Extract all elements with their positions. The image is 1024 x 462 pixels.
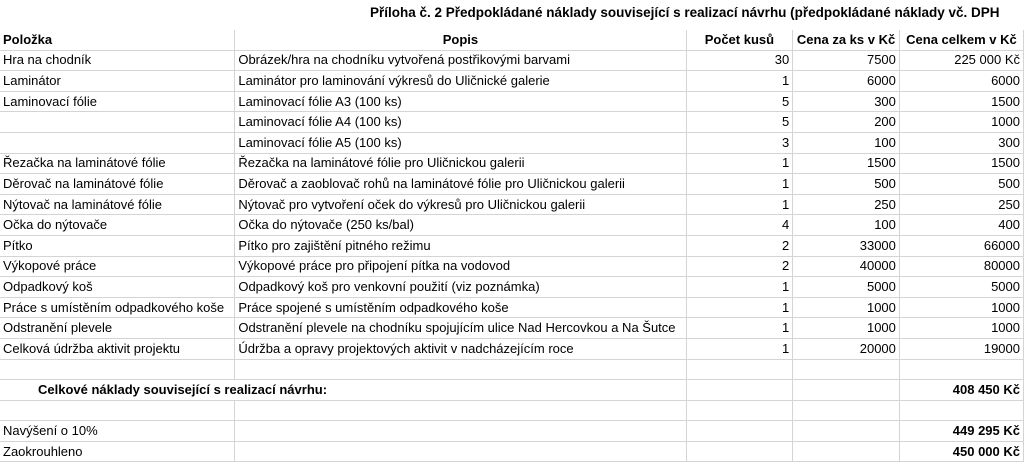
cell-polozka[interactable]: Práce s umístěním odpadkového koše	[0, 297, 235, 318]
total-row	[0, 380, 1024, 401]
cell-popis[interactable]: Děrovač a zaoblovač rohů na laminátové fólie pro Uličnickou galerii	[235, 174, 686, 195]
empty-cell[interactable]	[686, 400, 793, 421]
cell-popis[interactable]: Laminovací fólie A3 (100 ks)	[235, 91, 686, 112]
cell-cena-celkem[interactable]: 400	[899, 215, 1023, 236]
cell-popis[interactable]: Laminovací fólie A5 (100 ks)	[235, 132, 686, 153]
empty-cell[interactable]	[686, 359, 793, 380]
cell-cena-celkem[interactable]: 19000	[899, 338, 1023, 359]
cell-cena-celkem[interactable]: 1500	[899, 153, 1023, 174]
empty-cell[interactable]	[235, 359, 686, 380]
cell-polozka[interactable]: Nýtovač na laminátové fólie	[0, 194, 235, 215]
cell-pocet[interactable]: 1	[686, 153, 793, 174]
empty-cell[interactable]	[235, 421, 686, 442]
cell-popis[interactable]: Údržba a opravy projektových aktivit v nadcházejícím roce	[235, 338, 686, 359]
cell-cena-ks[interactable]: 1000	[793, 318, 900, 339]
table-row	[0, 194, 1024, 215]
cell-cena-ks[interactable]: 33000	[793, 235, 900, 256]
cell-pocet[interactable]: 1	[686, 194, 793, 215]
table-row	[0, 91, 1024, 112]
rounded-row	[0, 441, 1024, 462]
cell-cena-celkem[interactable]: 250	[899, 194, 1023, 215]
cell-polozka[interactable]: Řezačka na laminátové fólie	[0, 153, 235, 174]
table-row	[0, 297, 1024, 318]
cell-cena-celkem[interactable]: 1500	[899, 91, 1023, 112]
cell-popis[interactable]: Laminátor pro laminování výkresů do Uličnické galerie	[235, 71, 686, 92]
table-row	[0, 174, 1024, 195]
increase-label[interactable]: Navýšení o 10%	[0, 421, 235, 442]
cell-cena-ks[interactable]: 500	[793, 174, 900, 195]
cell-pocet[interactable]: 4	[686, 215, 793, 236]
cell-cena-ks[interactable]: 100	[793, 215, 900, 236]
cell-pocet[interactable]: 1	[686, 338, 793, 359]
cell-pocet[interactable]: 2	[686, 256, 793, 277]
header-cena-ks[interactable]: Cena za ks v Kč	[793, 30, 900, 50]
cell-polozka[interactable]	[0, 132, 235, 153]
header-pocet[interactable]: Počet kusů	[686, 30, 793, 50]
cell-popis[interactable]: Očka do nýtovače (250 ks/bal)	[235, 215, 686, 236]
empty-cell[interactable]	[793, 421, 900, 442]
empty-cell[interactable]	[0, 359, 235, 380]
empty-cell[interactable]	[793, 441, 900, 462]
cell-popis[interactable]: Řezačka na laminátové fólie pro Uličnickou galerii	[235, 153, 686, 174]
table-row	[0, 215, 1024, 236]
cell-pocet[interactable]: 1	[686, 318, 793, 339]
table-row	[0, 153, 1024, 174]
table-row	[0, 338, 1024, 359]
cell-cena-celkem[interactable]: 500	[899, 174, 1023, 195]
cell-popis[interactable]: Nýtovač pro vytvoření oček do výkresů pro Uličnickou galerii	[235, 194, 686, 215]
cell-cena-ks[interactable]: 1500	[793, 153, 900, 174]
increase-row	[0, 421, 1024, 442]
cell-popis[interactable]: Laminovací fólie A4 (100 ks)	[235, 112, 686, 133]
cell-pocet[interactable]: 5	[686, 112, 793, 133]
empty-cell[interactable]	[235, 441, 686, 462]
sheet-title: Příloha č. 2 Předpokládané náklady související s realizací návrhu (předpokládané náklady vč. DPH	[370, 5, 1000, 20]
cell-pocet[interactable]: 3	[686, 132, 793, 153]
cell-polozka[interactable]: Pítko	[0, 235, 235, 256]
cell-polozka[interactable]: Očka do nýtovače	[0, 215, 235, 236]
cell-polozka[interactable]: Celková údržba aktivit projektu	[0, 338, 235, 359]
cell-cena-ks[interactable]: 20000	[793, 338, 900, 359]
empty-cell[interactable]	[0, 400, 235, 421]
cell-polozka[interactable]: Laminátor	[0, 71, 235, 92]
cell-popis[interactable]: Výkopové práce pro připojení pítka na vodovod	[235, 256, 686, 277]
cell-polozka[interactable]: Odpadkový koš	[0, 277, 235, 298]
table-row	[0, 71, 1024, 92]
empty-cell[interactable]	[235, 400, 686, 421]
cell-popis[interactable]: Odpadkový koš pro venkovní použití (viz poznámka)	[235, 277, 686, 298]
cell-cena-ks[interactable]: 7500	[793, 50, 900, 71]
cell-cena-ks[interactable]: 250	[793, 194, 900, 215]
cell-cena-ks[interactable]: 200	[793, 112, 900, 133]
cell-popis[interactable]: Obrázek/hra na chodníku vytvořená postřikovými barvami	[235, 50, 686, 71]
empty-cell[interactable]	[793, 380, 900, 401]
cell-cena-celkem[interactable]: 300	[899, 132, 1023, 153]
empty-cell[interactable]	[793, 359, 900, 380]
table-row	[0, 277, 1024, 298]
cell-polozka[interactable]: Děrovač na laminátové fólie	[0, 174, 235, 195]
cost-table	[0, 30, 1024, 462]
rounded-value[interactable]: 450 000 Kč	[899, 441, 1023, 462]
table-row	[0, 235, 1024, 256]
cell-pocet[interactable]: 1	[686, 71, 793, 92]
header-popis[interactable]: Popis	[235, 30, 686, 50]
increase-value[interactable]: 449 295 Kč	[899, 421, 1023, 442]
table-row	[0, 132, 1024, 153]
cell-polozka[interactable]: Odstranění plevele	[0, 318, 235, 339]
cell-pocet[interactable]: 2	[686, 235, 793, 256]
cell-cena-ks[interactable]: 1000	[793, 297, 900, 318]
cell-popis[interactable]: Práce spojené s umístěním odpadkového koše	[235, 297, 686, 318]
cell-cena-ks[interactable]: 40000	[793, 256, 900, 277]
empty-cell[interactable]	[899, 400, 1023, 421]
cell-polozka[interactable]	[0, 112, 235, 133]
table-row	[0, 112, 1024, 133]
table-body	[0, 50, 1024, 462]
empty-row	[0, 400, 1024, 421]
empty-cell[interactable]	[686, 421, 793, 442]
table-row	[0, 50, 1024, 71]
table-row	[0, 256, 1024, 277]
cell-cena-celkem[interactable]: 80000	[899, 256, 1023, 277]
header-cena-celkem[interactable]: Cena celkem v Kč	[899, 30, 1023, 50]
header-row	[0, 30, 1024, 50]
cell-cena-celkem[interactable]: 1000	[899, 318, 1023, 339]
cell-pocet[interactable]: 30	[686, 50, 793, 71]
empty-cell[interactable]	[899, 359, 1023, 380]
table-row	[0, 318, 1024, 339]
cell-polozka[interactable]: Hra na chodník	[0, 50, 235, 71]
cell-cena-ks[interactable]: 100	[793, 132, 900, 153]
header-polozka[interactable]: Položka	[0, 30, 235, 50]
cell-cena-ks[interactable]: 300	[793, 91, 900, 112]
cell-cena-ks[interactable]: 5000	[793, 277, 900, 298]
cell-cena-ks[interactable]: 6000	[793, 71, 900, 92]
rounded-label[interactable]: Zaokrouhleno	[0, 441, 235, 462]
cell-cena-celkem[interactable]: 1000	[899, 112, 1023, 133]
cell-pocet[interactable]: 1	[686, 174, 793, 195]
total-label[interactable]: Celkové náklady související s realizací návrhu:	[0, 380, 686, 401]
empty-cell[interactable]	[686, 380, 793, 401]
cell-popis[interactable]: Pítko pro zajištění pitného režimu	[235, 235, 686, 256]
cell-polozka[interactable]: Výkopové práce	[0, 256, 235, 277]
cell-cena-celkem[interactable]: 225 000 Kč	[899, 50, 1023, 71]
cell-polozka[interactable]: Laminovací fólie	[0, 91, 235, 112]
cell-cena-celkem[interactable]: 5000	[899, 277, 1023, 298]
cell-pocet[interactable]: 1	[686, 277, 793, 298]
empty-row	[0, 359, 1024, 380]
cell-pocet[interactable]: 5	[686, 91, 793, 112]
cell-cena-celkem[interactable]: 1000	[899, 297, 1023, 318]
cell-cena-celkem[interactable]: 6000	[899, 71, 1023, 92]
cell-pocet[interactable]: 1	[686, 297, 793, 318]
empty-cell[interactable]	[793, 400, 900, 421]
total-value[interactable]: 408 450 Kč	[899, 380, 1023, 401]
empty-cell[interactable]	[686, 441, 793, 462]
cell-cena-celkem[interactable]: 66000	[899, 235, 1023, 256]
cell-popis[interactable]: Odstranění plevele na chodníku spojujícím ulice Nad Hercovkou a Na Šutce	[235, 318, 686, 339]
